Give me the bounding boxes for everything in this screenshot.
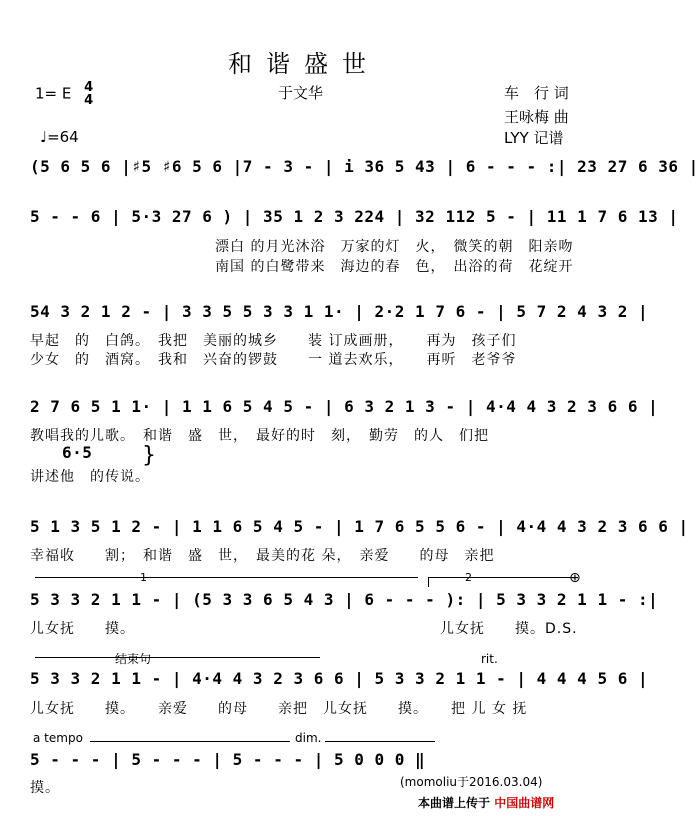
atempo-line <box>90 741 290 742</box>
dim-line <box>325 741 435 742</box>
notation-row-4: 2 7 6 5 1 1· | 1 1 6 5 4 5 - | 6 3 2 1 3 - | 4·4 4 3 2 3 6 6 | <box>30 397 659 416</box>
lyric-row-2b: 南国 的白鹭带来 海边的春 色， 出浴的荷 花绽开 <box>215 259 574 275</box>
dim-label: dim. <box>295 731 322 745</box>
transcriber: LYY 记谱 <box>504 129 564 147</box>
notation-row-1: (5 6 5 6 |♯5 ♯6 5 6 |7 - 3 - | i 36 5 43 | 6 - - - :| 23 27 6 36 | <box>30 157 699 176</box>
notation-row-8: 5 - - - | 5 - - - | 5 - - - | 5 0 0 0 ‖ <box>30 750 426 769</box>
lyric-row-2a: 漂白 的月光沐浴 万家的灯 火， 微笑的朝 阳亲吻 <box>215 239 574 255</box>
notation-row-6: 5 3 3 2 1 1 - | (5 3 3 6 5 4 3 | 6 - - - ): | 5 3 3 2 1 1 - :| <box>30 590 659 609</box>
ending-label: 结束句 <box>115 652 152 666</box>
notation-row-3: 54 3 2 1 2 - | 3 3 5 5 3 3 1 1· | 2·2 1 7 6 - | 5 7 2 4 3 2 | <box>30 302 649 321</box>
coda-sign: ⊕ <box>569 570 581 586</box>
upload-note-text: 本曲谱上传于 <box>418 796 491 810</box>
page-title: 和谐盛世 <box>228 50 380 78</box>
singer: 于文华 <box>278 84 324 102</box>
lyric-row-4: 教唱我的儿歌。 和谐 盛 世， 最好的时 刻， 勤劳 的人 们把 <box>30 428 489 444</box>
upload-note <box>418 794 554 811</box>
lyric-row-3a: 早起 的 白鸽。 我把 美丽的城乡 装 订成画册， 再为 孩子们 <box>30 333 517 349</box>
key-signature <box>35 81 93 107</box>
lyric-row-7: 儿女抚 摸。 亲爱 的母 亲把 儿女抚 摸。 把 儿 女 抚 <box>30 701 528 717</box>
time-bottom: 4 <box>84 93 94 108</box>
volta-1-line <box>35 577 418 578</box>
notation-row-7: 5 3 3 2 1 1 - | 4·4 4 3 2 3 6 6 | 5 3 3 2 1 1 - | 4 4 4 5 6 | <box>30 669 649 688</box>
notation-row-2: 5 - - 6 | 5·3 27 6 ) | 35 1 2 3 224 | 32 112 5 - | 11 1 7 6 13 | <box>30 207 679 226</box>
volta-2-line <box>428 577 578 578</box>
site-logo[interactable]: 中国曲谱网 <box>494 796 555 810</box>
lyric-row-8: 摸。 <box>30 780 60 796</box>
alt-brace: } <box>142 443 156 468</box>
rit-label: rit. <box>481 652 498 666</box>
lyric-row-4b: 讲述他 的传说。 <box>30 469 150 485</box>
time-signature <box>84 81 93 107</box>
composer: 王咏梅 曲 <box>504 108 569 126</box>
volta-2-label: 2 <box>465 571 472 584</box>
tempo-marking: ♩=64 <box>40 128 79 146</box>
time-top: 4 <box>84 80 94 95</box>
lyric-row-5: 幸福收 割； 和谐 盛 世， 最美的花 朵， 亲爱 的母 亲把 <box>30 548 495 564</box>
ending-line <box>35 657 320 658</box>
volta-1-label: 1 <box>140 571 147 584</box>
alt-notes-6-5: 6·5 <box>62 443 93 462</box>
notation-row-5: 5 1 3 5 1 2 - | 1 1 6 5 4 5 - | 1 7 6 5 5 6 - | 4·4 4 3 2 3 6 6 | <box>30 517 689 536</box>
atempo-label: a tempo <box>33 731 83 745</box>
lyric-row-6b: 儿女抚 摸。D.S. <box>440 621 578 637</box>
lyricist: 车 行 词 <box>504 84 569 102</box>
lyric-row-3b: 少女 的 酒窝。 我和 兴奋的锣鼓 一 道去欢乐， 再听 老爷爷 <box>30 352 517 368</box>
lyric-row-6a: 儿女抚 摸。 <box>30 621 135 637</box>
key-label: 1= E <box>35 84 72 103</box>
volta-2-start <box>428 577 429 587</box>
transcription-credit: (momoliu于2016.03.04) <box>400 775 543 789</box>
